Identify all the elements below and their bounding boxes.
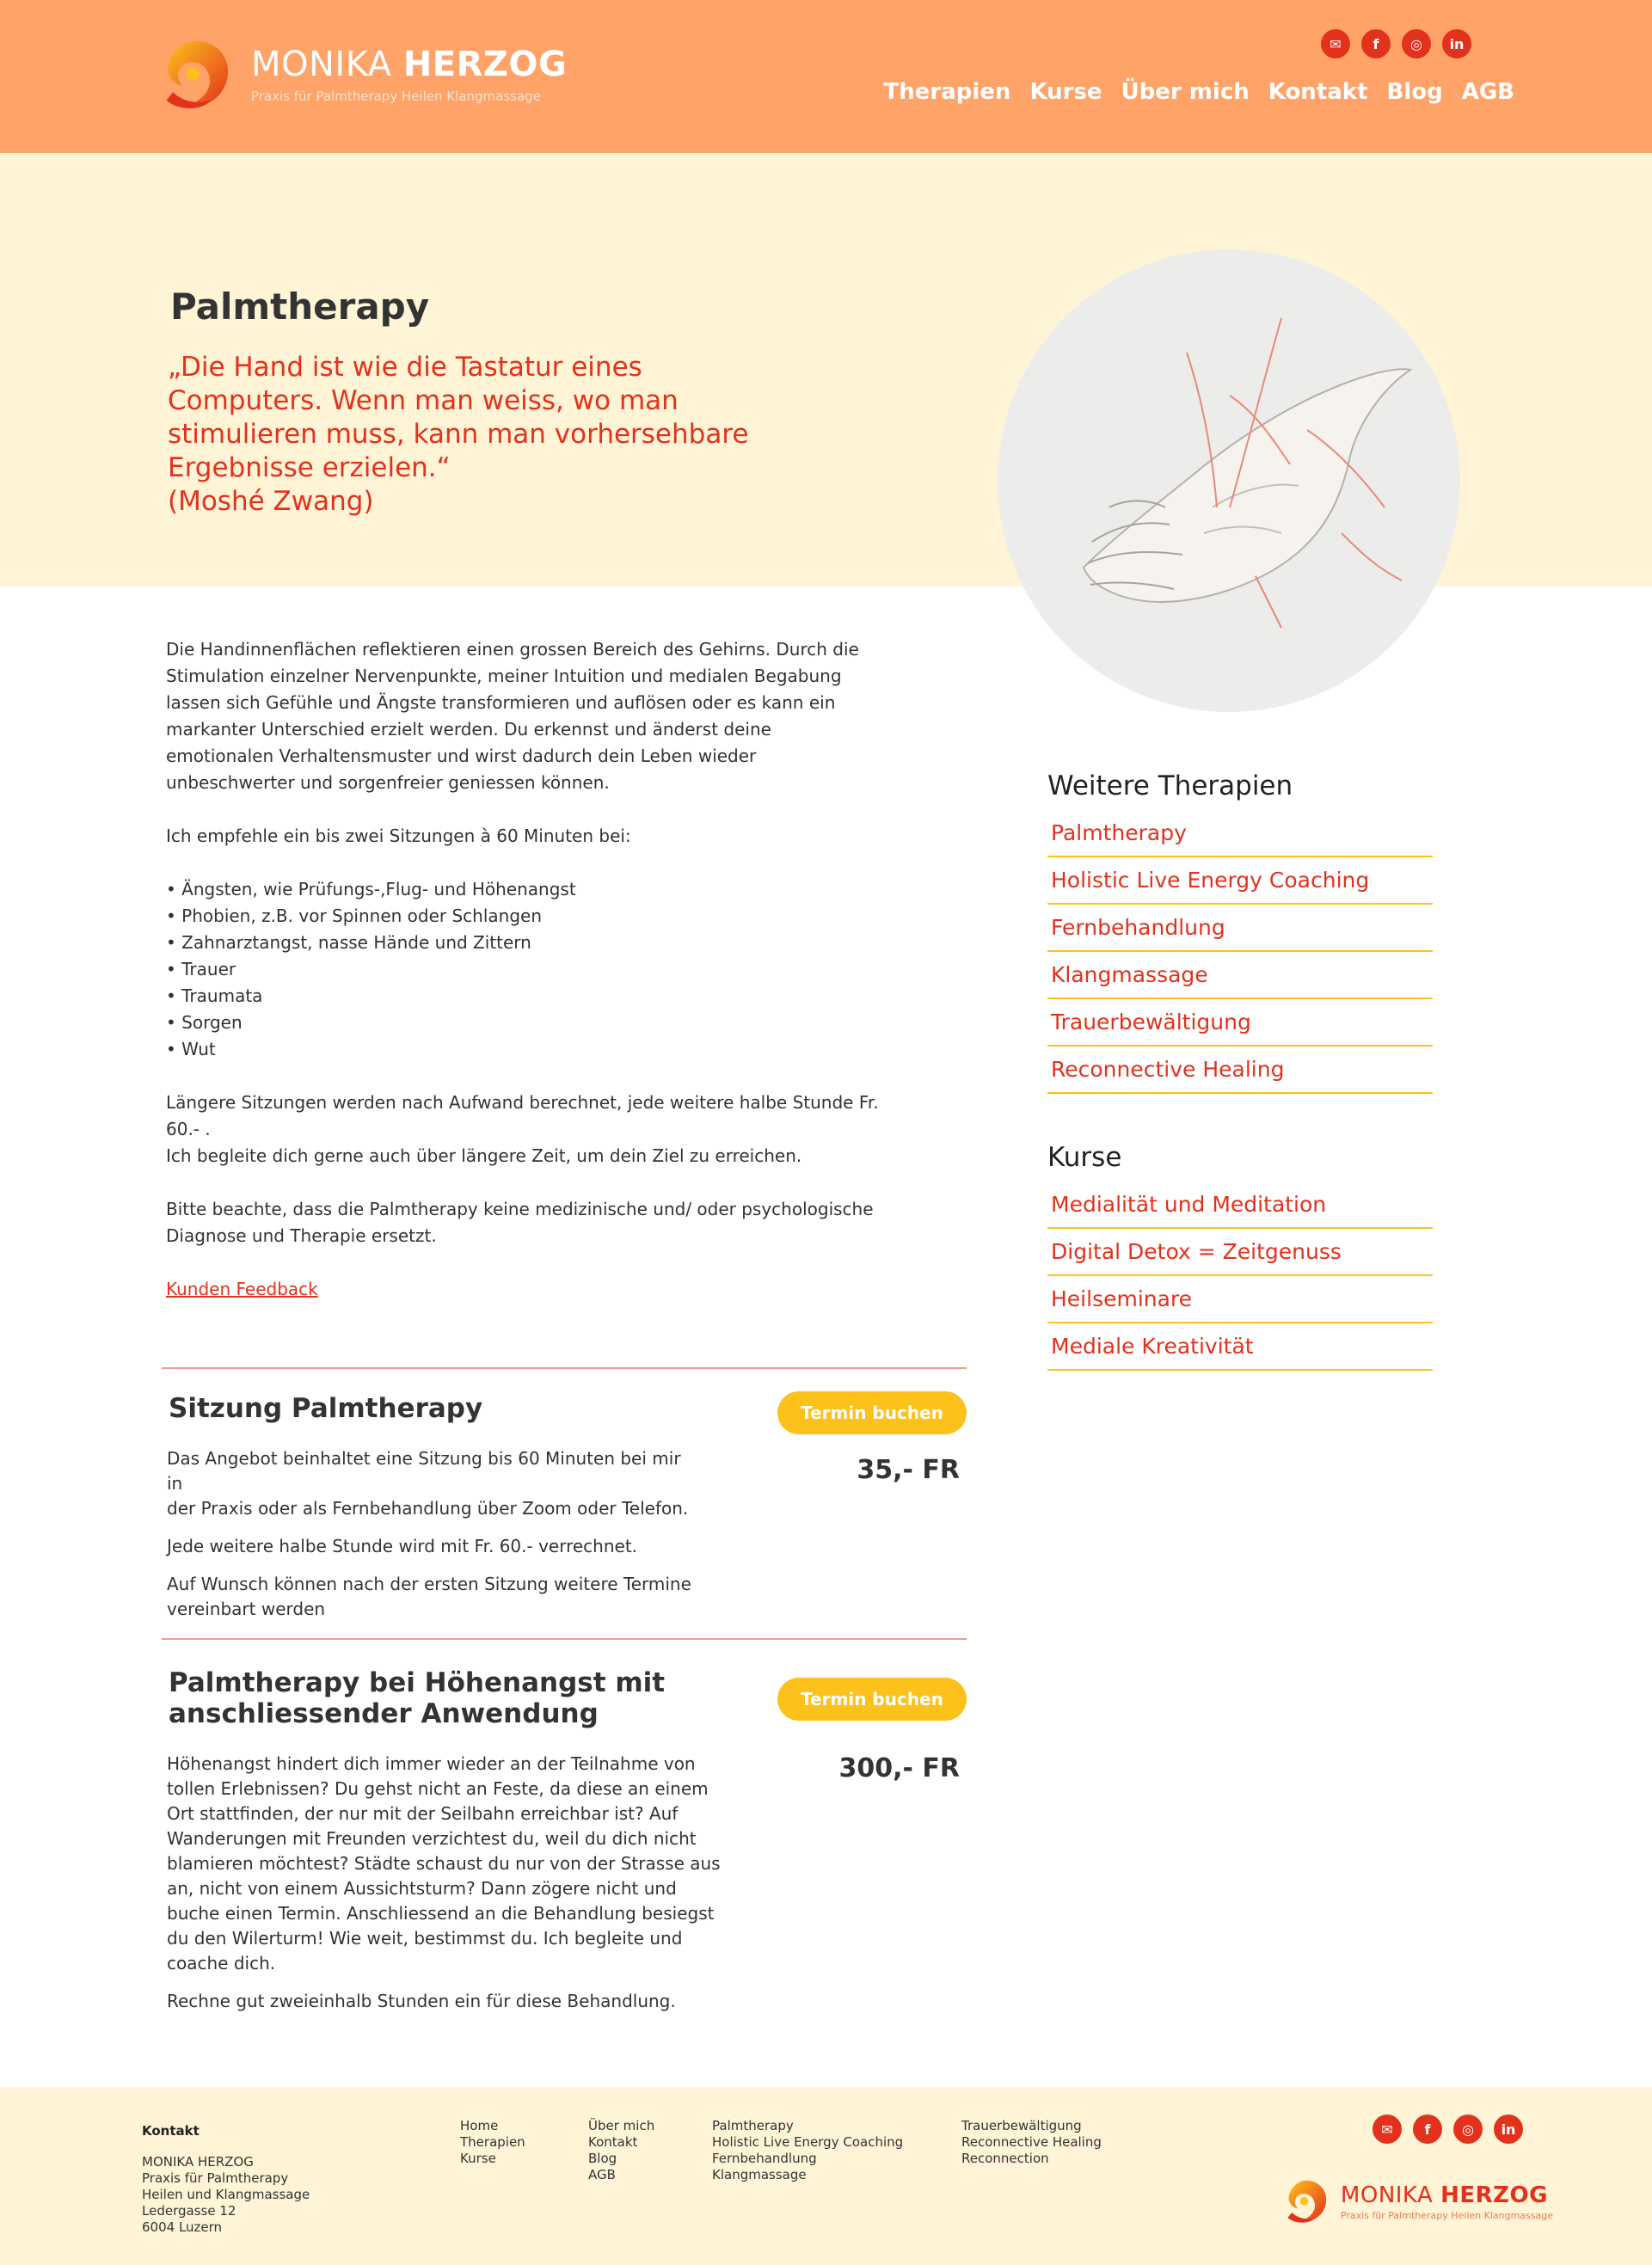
text-line: Rechne gut zweieinhalb Stunden ein für diese Behandlung. — [167, 1991, 676, 2011]
text-line: Bitte beachte, dass die Palmtherapy keine medizinische und/ oder psychologische — [166, 1199, 874, 1219]
offer-paragraph — [167, 1572, 700, 1622]
footer-links-main — [460, 2118, 525, 2167]
offer-title — [169, 1393, 482, 1424]
intro-paragraph — [166, 636, 880, 796]
text-line: Höhenangst hindert dich immer wieder an der Teilnahme von — [167, 1753, 696, 1774]
text-line: lassen sich Gefühle und Ängste transformieren und auflösen oder es kann ein — [166, 692, 836, 713]
symptom-list — [166, 876, 880, 1063]
text-line: Stimulation einzelner Nervenpunkte, meiner Intuition und medialen Begabung — [166, 666, 842, 686]
disclaimer-text — [166, 1196, 880, 1249]
nav-kontakt[interactable]: Kontakt — [1268, 79, 1368, 105]
facebook-icon[interactable]: f — [1413, 2115, 1442, 2144]
sidebar-item-klangmassage[interactable]: Klangmassage — [1047, 962, 1433, 999]
footer-contact-heading: Kontakt — [142, 2123, 200, 2139]
sidebar-item-palmtherapy[interactable]: Palmtherapy — [1047, 820, 1433, 857]
sidebar-heading: Weitere Therapien — [1047, 770, 1293, 801]
text-line: Ort stattfinden, der nur mit der Seilbahn erreichbar ist? Auf — [167, 1803, 679, 1824]
address-line: Ledergasse 12 — [142, 2203, 236, 2219]
sidebar-item-holistic[interactable]: Holistic Live Energy Coaching — [1047, 868, 1433, 905]
list-item: • Wut — [166, 1039, 216, 1059]
footer-link[interactable]: Klangmassage — [712, 2167, 807, 2182]
offer-price: 300,- FR — [838, 1753, 960, 1783]
list-item: • Trauer — [166, 959, 236, 979]
text-line: der Praxis oder als Fernbehandlung über Zoom oder Telefon. — [167, 1498, 689, 1519]
offer-title-line: anschliessender Anwendung — [169, 1698, 599, 1729]
offer-title-line: Sitzung Palmtherapy — [169, 1393, 483, 1424]
mail-icon[interactable]: ✉ — [1321, 29, 1350, 58]
footer-link[interactable]: Kontakt — [588, 2134, 638, 2150]
quote-author: (Moshé Zwang) — [168, 486, 374, 517]
quote-line: Computers. Wenn man weiss, wo man — [168, 385, 679, 416]
sidebar-item-digital-detox[interactable]: Digital Detox = Zeitgenuss — [1047, 1239, 1433, 1276]
recommend-text: Ich empfehle ein bis zwei Sitzungen à 60 Minuten bei: — [166, 826, 631, 846]
longer-sessions-text — [166, 1090, 880, 1169]
footer-link[interactable]: Reconnection — [961, 2151, 1049, 2166]
list-item: • Ängsten, wie Prüfungs-,Flug- und Höhenangst — [166, 879, 576, 899]
footer-links-more — [961, 2118, 1102, 2167]
offer-price: 35,- FR — [857, 1455, 960, 1485]
page-title: Palmtherapy — [170, 285, 430, 328]
footer-links-therapies — [712, 2118, 903, 2183]
footer-link[interactable]: Palmtherapy — [712, 2118, 794, 2133]
main-content — [166, 636, 880, 1329]
nav-kurse[interactable]: Kurse — [1029, 79, 1102, 105]
text-line: du den Wilerturm! Wie weit, bestimmst du. Ich begleite und — [167, 1928, 683, 1949]
footer-link[interactable]: Reconnective Healing — [961, 2134, 1102, 2150]
text-line: markanter Unterschied erzielt werden. Du erkennst und änderst deine — [166, 719, 771, 740]
address-line: Praxis für Palmtherapy — [142, 2170, 289, 2186]
nav-ueber-mich[interactable]: Über mich — [1121, 79, 1250, 105]
text-line: Wanderungen mit Freunden verzichtest du, weil du dich nicht — [167, 1828, 697, 1849]
header-social — [1321, 29, 1471, 58]
offer-description — [167, 1752, 734, 2027]
logo-text — [251, 47, 567, 104]
quote-line: „Die Hand ist wie die Tastatur eines — [168, 352, 642, 383]
sidebar-courses — [1047, 1142, 1433, 1381]
address-line: 6004 Luzern — [142, 2219, 223, 2235]
site-logo[interactable] — [155, 34, 567, 117]
footer-link[interactable]: Therapien — [460, 2134, 525, 2150]
footer-link[interactable]: Home — [460, 2118, 499, 2133]
text-line: Längere Sitzungen werden nach Aufwand berechnet, jede weitere halbe Stunde Fr. — [166, 1092, 879, 1113]
list-item: • Zahnarztangst, nasse Hände und Zittern — [166, 932, 531, 953]
customer-feedback-link[interactable]: Kunden Feedback — [166, 1279, 318, 1299]
footer-link[interactable]: Fernbehandlung — [712, 2151, 817, 2166]
footer-link[interactable]: Kurse — [460, 2151, 496, 2166]
mail-icon[interactable]: ✉ — [1373, 2115, 1402, 2144]
site-header — [0, 0, 1652, 153]
text-line: Ich begleite dich gerne auch über längere Zeit, um dein Ziel zu erreichen. — [166, 1145, 802, 1166]
nav-agb[interactable]: AGB — [1461, 79, 1514, 105]
quote-line: stimulieren muss, kann man vorhersehbare — [168, 419, 749, 450]
nav-therapien[interactable]: Therapien — [883, 79, 1011, 105]
text-line: blamieren möchtest? Städte schaust du nur von der Strasse aus — [167, 1853, 721, 1874]
footer-social — [1373, 2115, 1523, 2144]
text-line: an, nicht von einem Aussichtsturm? Dann zögere nicht und — [167, 1878, 677, 1899]
linkedin-icon[interactable]: in — [1442, 29, 1471, 58]
offer-paragraph — [167, 1752, 734, 1976]
sidebar-therapies — [1047, 770, 1433, 1104]
flame-logo-icon — [155, 34, 237, 117]
footer-link[interactable]: Über mich — [588, 2118, 655, 2133]
footer-logo[interactable] — [1280, 2176, 1553, 2228]
offer-description — [167, 1446, 700, 1635]
hand-image — [998, 249, 1460, 712]
offer-paragraph — [167, 1989, 734, 2014]
facebook-icon[interactable]: f — [1361, 29, 1391, 58]
book-appointment-button[interactable]: Termin buchen — [777, 1391, 967, 1434]
text-line: 60.- . — [166, 1119, 211, 1139]
hero-quote — [168, 351, 761, 519]
footer-link[interactable]: Trauerbewältigung — [961, 2118, 1082, 2133]
sidebar-item-trauer[interactable]: Trauerbewältigung — [1047, 1010, 1433, 1047]
address-line: Heilen und Klangmassage — [142, 2187, 310, 2202]
text-line: Auf Wunsch können nach der ersten Sitzung weitere Termine — [167, 1574, 691, 1594]
footer-links-info — [588, 2118, 654, 2183]
instagram-icon[interactable]: ◎ — [1453, 2115, 1483, 2144]
text-line: Jede weitere halbe Stunde wird mit Fr. 60.- verrechnet. — [167, 1536, 638, 1556]
text-line: Die Handinnenflächen reflektieren einen grossen Bereich des Gehirns. Durch die — [166, 639, 859, 660]
list-item: • Traumata — [166, 985, 263, 1006]
footer-address — [142, 2154, 310, 2236]
sidebar-item-heilseminare[interactable]: Heilseminare — [1047, 1286, 1433, 1323]
instagram-icon[interactable]: ◎ — [1402, 29, 1431, 58]
logo-text — [1341, 2184, 1553, 2221]
logo-tagline: Praxis für Palmtherapy Heilen Klangmassage — [1340, 2209, 1553, 2221]
text-line: Diagnose und Therapie ersetzt. — [166, 1225, 437, 1246]
offer-paragraph — [167, 1446, 700, 1521]
linkedin-icon[interactable]: in — [1494, 2115, 1523, 2144]
footer-link[interactable]: AGB — [588, 2167, 616, 2182]
offer-title — [169, 1667, 665, 1729]
offer-card — [162, 1638, 967, 2034]
offer-title-line: Palmtherapy bei Höhenangst mit — [169, 1667, 666, 1698]
text-line: tollen Erlebnissen? Du gehst nicht an Feste, da diese an einem — [167, 1778, 709, 1799]
main-nav — [865, 79, 1514, 105]
site-footer — [0, 2087, 1652, 2265]
sidebar-item-medialitaet[interactable]: Medialität und Meditation — [1047, 1192, 1433, 1229]
offer-card — [162, 1367, 967, 1625]
list-item: • Sorgen — [166, 1012, 243, 1033]
address-line: MONIKA HERZOG — [142, 2154, 254, 2170]
text-line: unbeschwerter und sorgenfreier geniessen können. — [166, 772, 610, 793]
text-line: Das Angebot beinhaltet eine Sitzung bis 60 Minuten bei mir in — [167, 1448, 681, 1494]
logo-name: MONIKA HERZOG — [251, 45, 568, 84]
text-line: coache dich. — [167, 1953, 276, 1973]
footer-link[interactable]: Holistic Live Energy Coaching — [712, 2134, 904, 2150]
nav-blog[interactable]: Blog — [1386, 79, 1443, 105]
sidebar-item-fernbehandlung[interactable]: Fernbehandlung — [1047, 915, 1433, 952]
quote-line: Ergebnisse erzielen.“ — [168, 452, 451, 483]
text-line: buche einen Termin. Anschliessend an die Behandlung besiegst — [167, 1903, 715, 1924]
offer-paragraph — [167, 1534, 700, 1559]
footer-link[interactable]: Blog — [588, 2151, 617, 2166]
text-line: emotionalen Verhaltensmuster und wirst dadurch dein Leben wieder — [166, 746, 757, 766]
text-line: vereinbart werden — [167, 1599, 326, 1619]
sidebar-heading: Kurse — [1047, 1142, 1122, 1173]
sidebar-item-reconnective[interactable]: Reconnective Healing — [1047, 1057, 1433, 1094]
list-item: • Phobien, z.B. vor Spinnen oder Schlangen — [166, 905, 543, 926]
logo-name: MONIKA HERZOG — [1340, 2182, 1548, 2208]
book-appointment-button[interactable]: Termin buchen — [777, 1678, 967, 1721]
sidebar-item-kreativitaet[interactable]: Mediale Kreativität — [1047, 1334, 1433, 1371]
logo-tagline: Praxis für Palmtherapy Heilen Klangmassage — [251, 89, 541, 104]
flame-logo-icon — [1280, 2176, 1332, 2228]
hand-illustration-icon — [998, 249, 1460, 712]
